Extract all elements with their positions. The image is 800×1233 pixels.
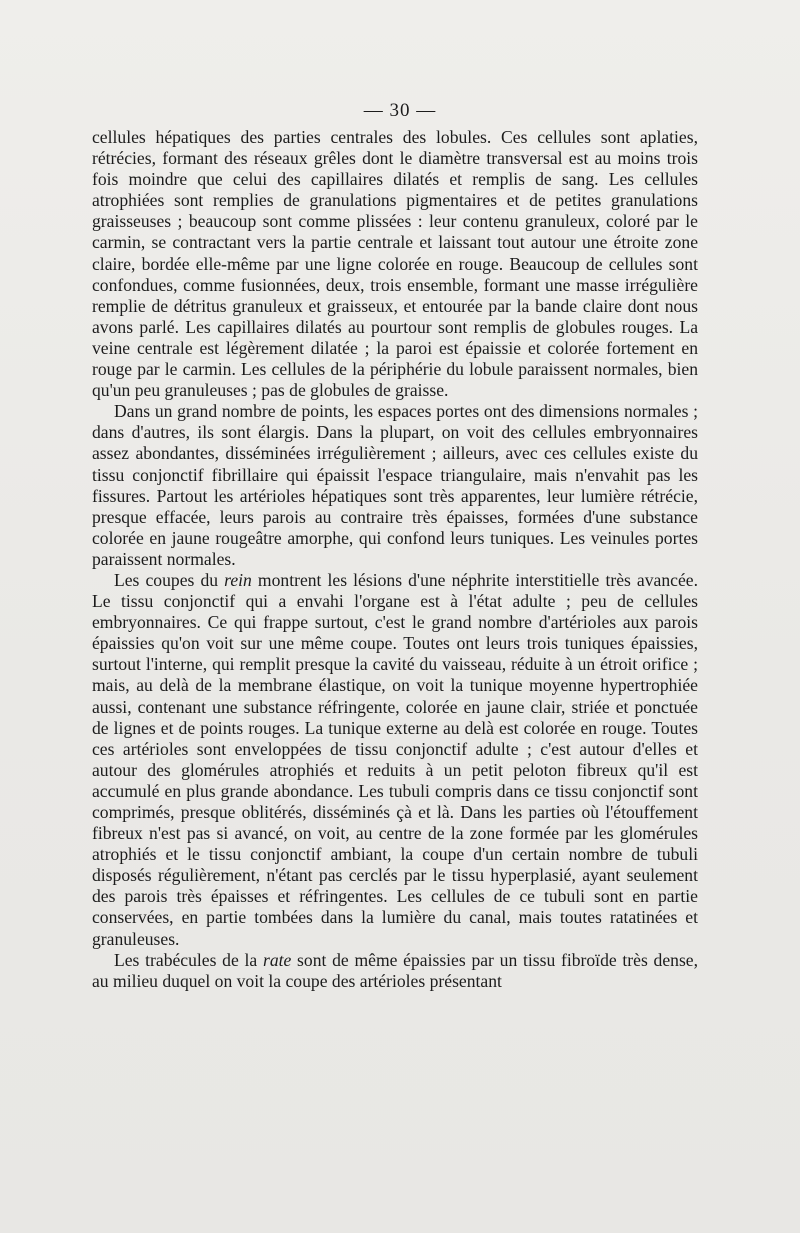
paragraph-portal-spaces [92, 401, 698, 570]
paragraph-text: Les trabécules de la [114, 949, 263, 970]
paragraph-text: montrent les lésions d'une néphrite interstitielle très avancée. Le tissu conjonctif qui a envahi l'organe est à l'état adulte ; peu de cellules embryonnaires. Ce qui frappe surtout, c'est le grand nombre d'artérioles aux parois épaissies qu'on voit sur une même coupe. Toutes ont leurs trois tuniques épaissies, surtout l'interne, qui remplit presque la cavité du vaisseau, réduite à un étroit orifice ; mais, au delà de la membrane élastique, on voit la tunique moyenne hypertrophiée aussi, contenant une substance réfringente, colorée en jaune clair, striée et ponctuée de lignes et de points rouges. La tunique externe au delà est colorée en rouge. Toutes ces artérioles sont enveloppées de tissu conjonctif adulte ; c'est autour d'elles et autour des glomérules atrophiés et reduits à un petit peloton fibreux qu'il est accumulé en plus grande abondance. Les tubuli compris dans ce tissu conjonctif sont comprimés, presque oblitérés, disséminés çà et là. Dans les parties où l'étouffement fibreux n'est pas si avancé, on voit, au centre de la zone formée par les glomérules atrophiés et le tissu conjonctif ambiant, la coupe d'un certain nombre de tubuli disposés régulièrement, n'étant pas cerclés par le tissu hyperplasié, ayant seulement des parois très épaisses et réfringentes. Les cellules de ce tubuli sont en partie conservées, en partie tombées dans la lumière du canal, mais toutes ratatinées et granuleuses. [92, 569, 698, 949]
italic-term-rate: rate [262, 949, 292, 970]
paragraph-text: Les coupes du [114, 569, 225, 590]
page-number: — 30 — [363, 100, 437, 121]
paragraph-liver-cells [92, 127, 698, 401]
paragraph-kidney [92, 570, 698, 950]
paragraph-text: cellules hépatiques des parties centrales des lobules. Ces cellules sont aplaties, rétrécies, formant des réseaux grêles dont le diamètre transversal est au moins trois fois moindre que celui des capillaires dilatés et remplis de sang. Les cellules atrophiées sont remplies de granulations pigmentaires et de petites granulations graisseuses ; beaucoup sont comme plissées : leur contenu granuleux, coloré par le carmin, se contractant vers la partie centrale et laissant tout autour une étroite zone claire, bordée elle-même par une ligne colorée en rouge. Beaucoup de cellules sont confondues, comme fusionnées, deux, trois ensemble, formant une masse irrégulière remplie de détritus granuleux et graisseux, et entourée par la bande claire dont nous avons parlé. Les capillaires dilatés au pourtour sont remplis de globules rouges. La veine centrale est légèrement dilatée ; la paroi est épaissie et colorée fortement en rouge par le carmin. Les cellules de la périphérie du lobule paraissent normales, bien qu'un peu granuleuses ; pas de globules de graisse. [92, 127, 698, 401]
body-text [92, 127, 698, 992]
paragraph-text: sont de même épaissies par un tissu fibroïde très dense, au milieu duquel on voit la coupe des artérioles présentant [92, 949, 698, 991]
paragraph-spleen [92, 950, 698, 992]
paragraph-text: Dans un grand nombre de points, les espaces portes ont des dimensions normales ; dans d'autres, ils sont élargis. Dans la plupart, on voit des cellules embryonnaires assez abondantes, disséminées irrégulièrement ; ailleurs, avec ces cellules existe du tissu conjonctif fibrillaire qui épaissit l'espace triangulaire, mais n'envahit pas les fissures. Partout les artérioles hépatiques sont très apparentes, leur lumière rétrécie, presque effacée, leurs parois au contraire très épaisses, formées d'une substance colorée en jaune rougeâtre amorphe, qui confond leurs tuniques. Les veinules portes paraissent normales. [92, 401, 698, 569]
italic-term-rein: rein [224, 569, 252, 590]
